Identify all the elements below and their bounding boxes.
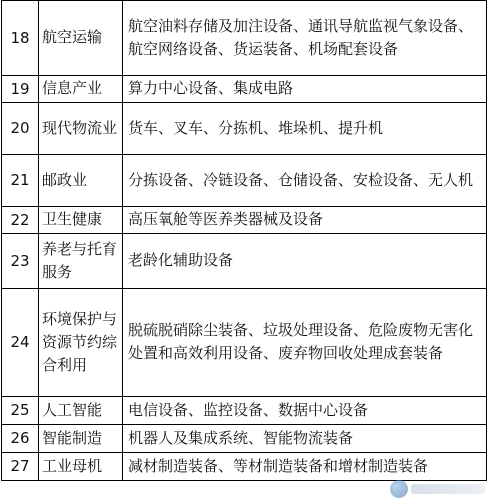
equipment-list: 脱硫脱硝除尘装备、垃圾处理设备、危险废物无害化处置和高效利用设备、废弃物回收处理成套装备 — [123, 289, 487, 397]
row-number: 21 — [2, 155, 39, 207]
table-row — [2, 1, 487, 76]
equipment-list: 机器人及集成系统、智能物流装备 — [123, 425, 487, 453]
table-row — [2, 397, 487, 425]
equipment-list: 减材制造装备、等材制造装备和增材制造装备 — [123, 453, 487, 481]
row-number: 18 — [2, 1, 39, 76]
row-number: 20 — [2, 103, 39, 155]
sector-name: 信息产业 — [39, 76, 123, 103]
sector-name: 人工智能 — [39, 397, 123, 425]
equipment-table — [1, 0, 487, 481]
sector-name: 智能制造 — [39, 425, 123, 453]
table-row — [2, 207, 487, 234]
sector-name: 工业母机 — [39, 453, 123, 481]
sector-name: 邮政业 — [39, 155, 123, 207]
table-row — [2, 103, 487, 155]
watermark-text-shape — [411, 484, 485, 494]
row-number: 24 — [2, 289, 39, 397]
equipment-list: 高压氧舱等医养类器械及设备 — [123, 207, 487, 234]
table-row — [2, 76, 487, 103]
equipment-list: 算力中心设备、集成电路 — [123, 76, 487, 103]
row-number: 22 — [2, 207, 39, 234]
table-row — [2, 453, 487, 481]
sector-name: 养老与托育服务 — [39, 234, 123, 289]
sector-name: 航空运输 — [39, 1, 123, 76]
watermark-globe-icon — [390, 480, 408, 498]
equipment-list: 货车、叉车、分拣机、堆垛机、提升机 — [123, 103, 487, 155]
equipment-list: 老龄化辅助设备 — [123, 234, 487, 289]
table-row — [2, 425, 487, 453]
row-number: 23 — [2, 234, 39, 289]
equipment-list: 分拣设备、冷链设备、仓储设备、安检设备、无人机 — [123, 155, 487, 207]
table-row — [2, 155, 487, 207]
sector-name: 卫生健康 — [39, 207, 123, 234]
row-number: 27 — [2, 453, 39, 481]
sector-name: 环境保护与资源节约综合利用 — [39, 289, 123, 397]
watermark-logo — [390, 478, 485, 500]
equipment-list: 电信设备、监控设备、数据中心设备 — [123, 397, 487, 425]
table-row — [2, 234, 487, 289]
sector-name: 现代物流业 — [39, 103, 123, 155]
row-number: 25 — [2, 397, 39, 425]
row-number: 19 — [2, 76, 39, 103]
equipment-list: 航空油料存储及加注设备、通讯导航监视气象设备、航空网络设备、货运装备、机场配套设备 — [123, 1, 487, 76]
row-number: 26 — [2, 425, 39, 453]
table-row — [2, 289, 487, 397]
